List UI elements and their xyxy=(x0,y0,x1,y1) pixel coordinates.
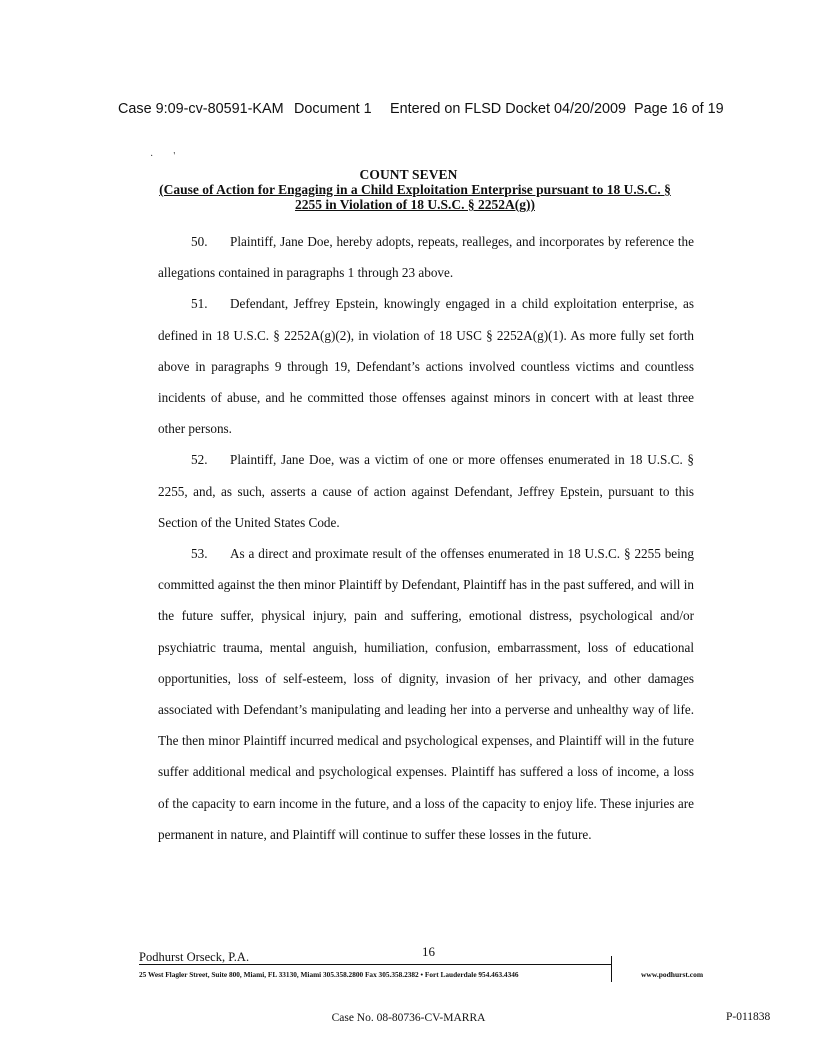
paragraph-number: 53. xyxy=(191,546,208,562)
paragraph-number: 51. xyxy=(191,296,208,312)
paragraph-number: 52. xyxy=(191,452,208,468)
paragraph-52 xyxy=(158,444,694,538)
paragraph-text: Defendant, Jeffrey Epstein, knowingly engaged in a child exploitation enterprise, as defined in 18 U.S.C. § 2252A(g)(2), in violation of 18 USC § 2252A(g)(1). As more fully set forth above in paragraphs 9 through 19, Defendant’s actions involved countless victims and countless incidents of abuse, and he committed those offenses against minors in concert with at least three other persons. xyxy=(158,296,694,437)
scan-specks: · ' xyxy=(150,151,176,162)
paragraph-number: 50. xyxy=(191,234,208,249)
paragraph-51 xyxy=(158,288,694,444)
count-title: COUNT SEVEN xyxy=(359,167,458,182)
paragraph-text: Plaintiff, Jane Doe, hereby adopts, repeats, realleges, and incorporates by reference the allegations contained in paragraphs 1 through 23 above. xyxy=(158,234,694,281)
header-page: Page 16 of 19 xyxy=(634,101,724,117)
firm-address: 25 West Flagler Street, Suite 800, Miami, FL 33130, Miami 305.358.2800 Fax 305.358.2382 • Fort Lauderdale 954.463.4346 xyxy=(139,970,519,979)
case-number: Case No. 08-80736-CV-MARRA xyxy=(331,1012,486,1024)
footer-divider xyxy=(611,956,612,982)
page-footer xyxy=(139,944,729,984)
header-document: Document 1 xyxy=(294,101,372,117)
paragraph-50 xyxy=(158,226,694,288)
firm-website: www.podhurst.com xyxy=(641,970,704,979)
body-text xyxy=(158,226,694,850)
header-case: Case 9:09-cv-80591-KAM xyxy=(118,101,284,117)
header-entered: Entered on FLSD Docket 04/20/2009 xyxy=(390,101,626,117)
bates-number: P-011838 xyxy=(726,1011,771,1023)
firm-name: Podhurst Orseck, P.A. xyxy=(139,950,250,964)
footer-rule xyxy=(139,964,611,965)
page-number: 16 xyxy=(422,944,435,959)
paragraph-53 xyxy=(158,538,694,850)
paragraph-text: As a direct and proximate result of the offenses enumerated in 18 U.S.C. § 2255 being committed against the then minor Plaintiff by Defendant, Plaintiff has in the past suffered, and will in the future suffer, physical injury, pain and suffering, emotional distress, psychological and/or psychiatric trauma, mental anguish, humiliation, confusion, embarrassment, loss of educational opportunities, loss of self-esteem, loss of dignity, invasion of her privacy, and other damages associated with Defendant’s manipulating and leading her into a perverse and unhealthy way of life. The then minor Plaintiff incurred medical and psychological expenses, and Plaintiff will in the future suffer additional medical and psychological expenses. Plaintiff has suffered a loss of income, a loss of the capacity to earn income in the future, and a loss of the capacity to enjoy life. These injuries are permanent in nature, and Plaintiff will continue to suffer these losses in the future. xyxy=(158,546,694,842)
count-subtitle: (Cause of Action for Engaging in a Child Exploitation Enterprise pursuant to 18 U.S.C. § 2255 in Violation of 18 U.S.C. § 2252A(g)) xyxy=(159,182,671,212)
paragraph-text: Plaintiff, Jane Doe, was a victim of one or more offenses enumerated in 18 U.S.C. § 2255, and, as such, asserts a cause of action against Defendant, Jeffrey Epstein, pursuant to this Section of the United States Code. xyxy=(158,452,694,530)
